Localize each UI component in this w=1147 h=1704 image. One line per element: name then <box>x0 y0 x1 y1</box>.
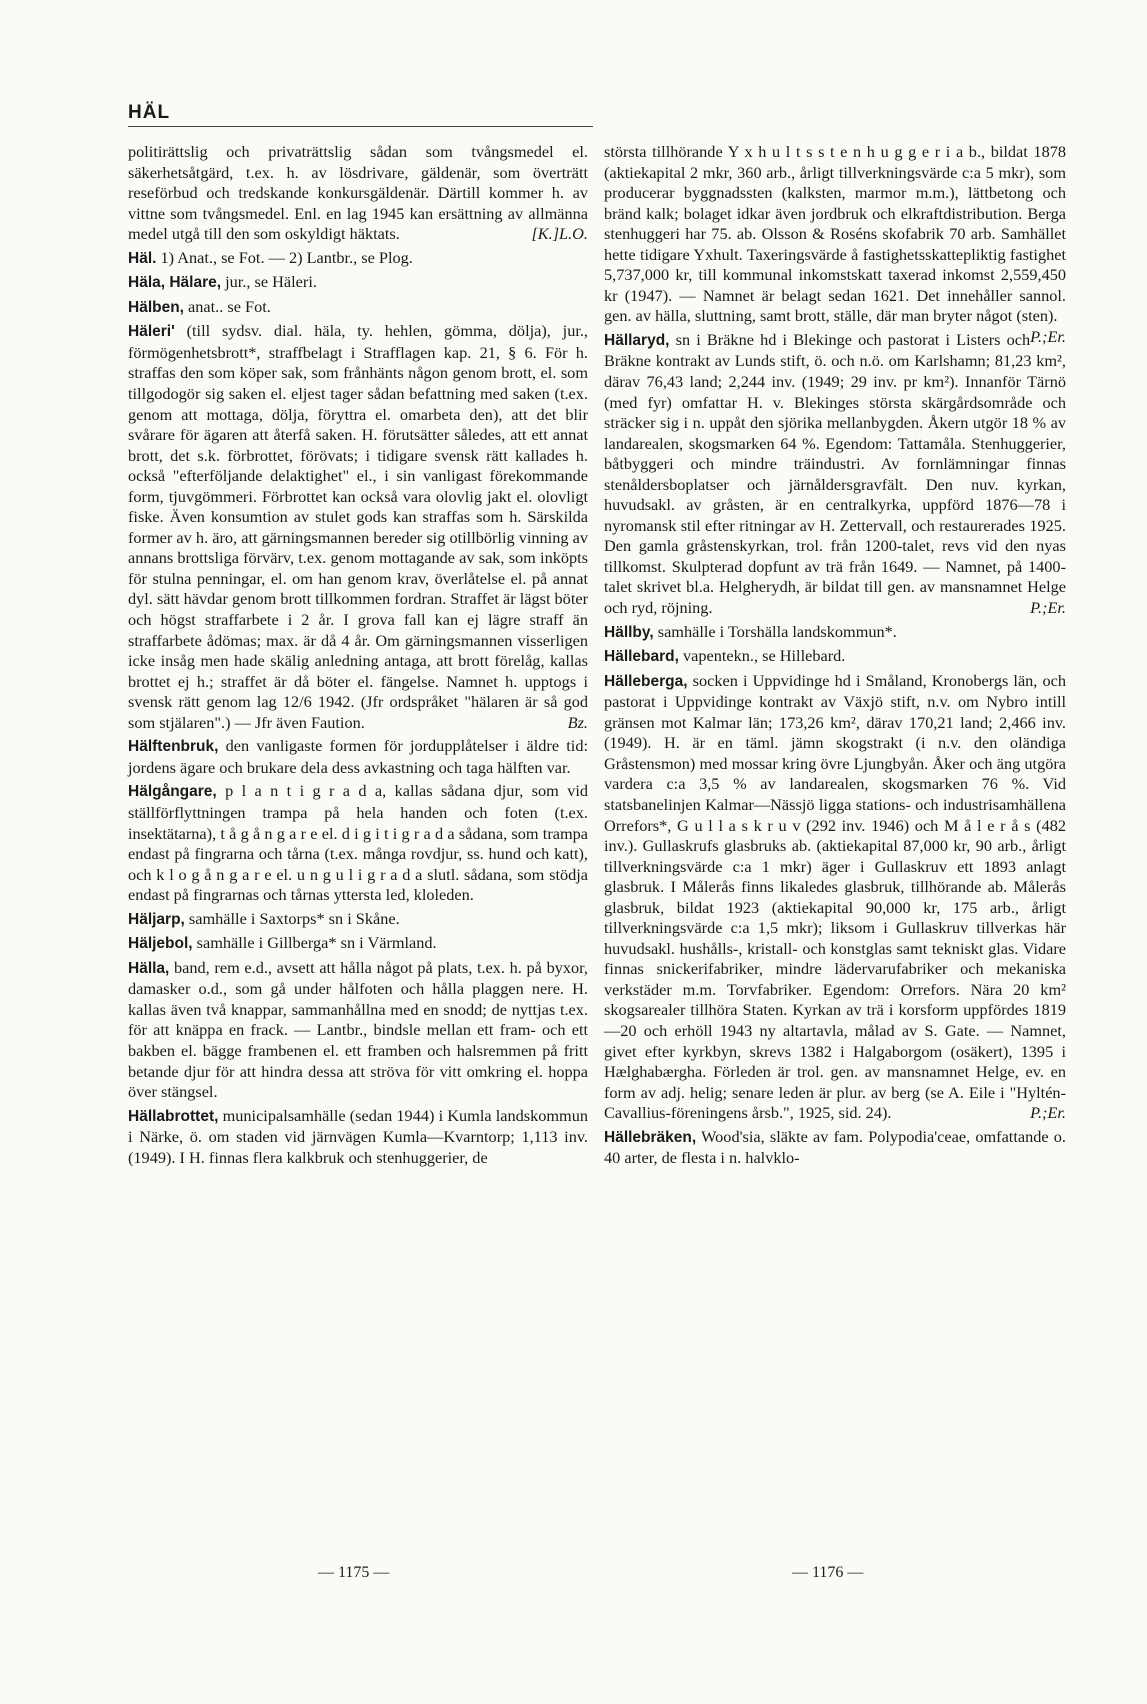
page-number-left: — 1175 — <box>318 1564 390 1581</box>
entry-text: samhälle i Gillberga* sn i Värmland. <box>192 933 437 953</box>
entry-headword: Hällby, <box>604 623 654 641</box>
entry-headword: Häla, Hälare, <box>128 274 222 292</box>
entry-text: sn i Bräkne hd i Blekinge och pastorat i Listers och Bräkne kontrakt av Lunds stift, ö. och n.ö. om Karlshamn; 81,23 km², därav 76,43 land; 2,244 inv. (1949; 29 inv. pr km²). Innanför Tärnö (med fyr) omfattar H. v. Blekinges största skärgårdsområde och sträcker sig i n. uppåt den sjörika mellanbygden. Åkern utgör 18 % av landarealen, skogsmarken 64 %. Egendom: Tattamåla. Stenhuggerier, båtbyggeri och mindre träindustri. Av fornlämningar finnas stenåldersboplatser och järnåldersgravfält. Den nuv. kyrkan, huvudsakl. av gråsten, är en centralkyrka, uppförd 1876—78 i nyromansk stil efter ritningar av H. Zettervall, och restaurerades 1925. Den gamla gråstenskyrkan, trol. från 1200-talet, revs vid den nyas tillkomst. Skulpterad dopfunt av trä från 1649. — Namnet, på 1400-talet skrivet bl.a. Helgherydh, är bildat till gen. av mansnamnet Helge och ryd, röjning. <box>604 329 1066 618</box>
author-signature: P.;Er. <box>1030 1103 1066 1123</box>
entry-headword: Häl. <box>128 249 157 267</box>
dictionary-entry <box>128 272 588 294</box>
right-column <box>604 142 1066 1172</box>
dictionary-entry <box>128 297 588 319</box>
entry-text: politirättslig och privaträttslig sådan som tvångsmedel el. säkerhetsåtgärd, t.ex. h. av lösdrivare, gäldenär, som överträtt reseförbud och tredskande konkursgäldenär. Därtill kommer h. av vittne som tvångsmedel. Enl. en lag 1945 kan ersättning av allmänna medel utgå till den som oskyldigt häktats. <box>128 142 588 244</box>
dictionary-entry <box>128 248 588 270</box>
author-signature: P.;Er. <box>1030 598 1066 618</box>
entry-text: band, rem e.d., avsett att hålla något på plats, t.ex. h. på byxor, damasker o.d., som gå under hålfoten och hålla plaggen nere. H. kallas även två knappar, sammanhållna med en snodd; de nyttjas t.ex. för att knäppa en frack. — Lantbr., bindsle mellan ett fram- och ett bakben el. bägge frambenen el. ett framben och halsremmen på fritt betande djur för att hindra dessa att ströva för vitt omkring el. hoppa över stängsel. <box>128 957 588 1102</box>
author-signature: Bz. <box>567 712 588 732</box>
dictionary-entry <box>128 909 588 931</box>
header-rule <box>128 126 593 127</box>
entry-headword: Hällaryd, <box>604 331 670 349</box>
entry-text: anat.. se Fot. <box>183 296 271 316</box>
dictionary-entry <box>128 958 588 1103</box>
entry-headword: Hällabrottet, <box>128 1107 219 1125</box>
entry-text: Wood'sia, släkte av fam. Polypodia'ceae, omfattande o. 40 arter, de flesta i n. halvklo- <box>604 1126 1066 1168</box>
left-column <box>128 142 588 1171</box>
dictionary-entry <box>604 1127 1066 1169</box>
dictionary-entry <box>604 671 1066 1124</box>
entry-text: p l a n t i g r a d a, kallas sådana djur, som vid ställförflyttningen trampa på hela handen och foten (t.ex. insektätarna), t å g å n g a r e el. d i g i t i g r a d a sådana, som trampa endast på fingrarna och tårna (t.ex. många rovdjur, ss. hund och katt), och k l o g å n g a r e el. u n g u l i g r a d a slutl. sådana, som stödja endast på fingrarnas och tårnas yttersta led, kloleden. <box>128 781 588 905</box>
entry-headword: Hälben, <box>128 298 184 316</box>
entry-headword: Häljebol, <box>128 935 193 953</box>
dictionary-entry <box>128 1106 588 1169</box>
entry-headword: Häljarp, <box>128 910 185 928</box>
author-signature: [K.]L.O. <box>531 224 588 244</box>
entry-text: municipalsamhälle (sedan 1944) i Kumla landskommun i Närke, ö. om staden vid järnvägen Kumla—Kvarntorp; 1,113 inv. (1949). I H. finnas flera kalkbruk och stenhuggerier, de <box>128 1105 588 1167</box>
entry-text: samhälle i Saxtorps* sn i Skåne. <box>184 908 400 928</box>
entry-headword: Hällebräken, <box>604 1128 697 1146</box>
entry-text: vapentekn., se Hillebard. <box>678 646 846 666</box>
entry-text: största tillhörande Y x h u l t s s t e n h u g g e r i a b., bildat 1878 (aktiekapital 2 mkr, 360 arb., årligt tillverkningsvärde c:a 5 mkr), som producerar byggnadssten (kalksten, marmor m.m.), lättbetong och bränd kalk; bolaget idkar även jordbruk och elkraftdistribution. Berga stenhuggeri har 75. ab. Olsson & Roséns skofabrik 70 arb. Samhället hette tidigare Yxhult. Taxeringsvärde å fastighetsskattepliktig fastighet 5,737,000 kr, till kommunal inkomstskatt taxerad inkomst 2,559,450 kr (1947). — Namnet är belagt sedan 1621. Det innehåller sannol. gen. av hälla, sluttning, samt brott, ställe, där man bryter något (sten). <box>604 142 1066 326</box>
dictionary-entry <box>604 622 1066 644</box>
entry-headword: Hälleberga, <box>604 672 688 690</box>
entry-headword: Hälla, <box>128 959 170 977</box>
dictionary-entry <box>128 142 588 245</box>
running-head: HÄL <box>128 102 171 123</box>
entry-text: samhälle i Torshälla landskommun*. <box>653 621 897 641</box>
dictionary-entry <box>128 321 588 733</box>
entry-headword: Hälftenbruk, <box>128 738 219 756</box>
dictionary-entry <box>128 736 588 778</box>
dictionary-entry <box>128 781 588 905</box>
dictionary-entry <box>604 646 1066 668</box>
entry-headword: Häleri' <box>128 323 175 341</box>
entry-text: 1) Anat., se Fot. — 2) Lantbr., se Plog. <box>156 247 413 267</box>
entry-text: socken i Uppvidinge hd i Småland, Kronobergs län, och pastorat i Uppvidinge kontrakt av Växjö stift, n.v. om Nybro intill gränsen mot Kalmar län; 173,26 km², därav 170,21 land; 2,466 inv. (1949). H. är en täml. jämn skogstrakt (i n.v. den oländiga Gråstensmon) med mossar kring övre Ljungbyån. Åker och äng utgöra vardera c:a 3,5 % av landarealen, skogsmarken 76 %. Vid statsbanelinjen Kalmar—Nässjö ligga stations- och industrisamhällena Orrefors*, G u l l a s k r u v (292 inv. 1946) och M å l e r å s (482 inv.). Gullaskrufs glasbruks ab. (aktiekapital 87,000 kr, 90 arb., årligt tillverkningsvärde c:a 1 mkr) äger i Gullaskruv ett 1893 anlagt glasbruk. I Målerås finns likaledes glasbruk, tillhörande ab. Målerås glasbruk, bildat 1923 (aktiekapital 90,000 kr, 175 arb., årligt tillverkningsvärde c:a 1,5 mkr); liksom i Gullaskruv tillverkas här huvudsakl. hushålls-, kristall- och konstglas samt tekniskt glas. Vidare finnas snickerifabriker, mindre lädervarufabriker och mekaniska verkstäder m.m. Torvfabriker. Egendom: Orrefors. Nära 20 km² skogsarealer tillhöra Staten. Kyrkan av trä i korsform uppfördes 1819—20 och erhöll 1943 ny altartavla, målad av S. Gate. — Namnet, givet efter kyrkbyn, skrevs 1382 i Halgaborgom (osäkert), 1395 i Hælghabærgha. Förleden är trol. gen. av mansnamnet Helge, ev. en form av adj. helig; senare leden är plur. av berg (se A. Eile i "Hyltén-Cavallius-föreningens årsb.", 1925, sid. 24). <box>604 670 1066 1123</box>
entry-headword: Hällebard, <box>604 648 679 666</box>
author-signature: P.;Er. <box>1030 326 1066 346</box>
page-number-right: — 1176 — <box>792 1564 864 1581</box>
entry-text: (till sydsv. dial. häla, ty. hehlen, gömma, dölja), jur., förmögenhetsbrott*, straffbelagt i Strafflagen kap. 21, § 6. För h. straffas den som köper sak, som frånhänts någon genom brott, el. som tillgodogör sig saken el. eljest tager sådan befattning med saken (t.ex. genom att mottaga, dölja, föryttra el. omarbeta den), att det blir svårare för ägaren att återfå saken. H. förutsätter således, att ett annat brott, det s.k. förbrottet, förövats; i tidigare svensk rätt kallades h. också "efterföljande delaktighet" el., i sin vanligast förekommande form, tjuvgömmeri. Förbrottet kan också vara olovlig jakt el. olovligt fiske. Även konsumtion av stulet gods kan straffas som h. Särskilda former av h. äro, att gärningsmannen bereder sig otillbörlig vinning av annans brottsliga förvärv, t.ex. genom mottagande av sak, som inköpts för stulna penningar, el. om han genom krav, överlåtelse el. på annat dyl. sätt hävdar genom brott tillkommen fordran. Straffet är lägst böter och högst straffarbete i 2 år. I grova fall kan ej lägre straff än straffarbete ådömas; max. är då 4 år. Om gärningsmannen visserligen icke insåg men hade skälig anledning antaga, att brott förelåg, kallas brottet ej h.; straffet är då böter el. fängelse. Namnet h. upptogs i svensk rätt genom lag 12/6 1942. (Jfr ordspråket "hälaren är så god som stjälaren".) — Jfr även Faution. <box>128 321 588 732</box>
entry-headword: Hälgångare, <box>128 783 217 801</box>
entry-text: jur., se Häleri. <box>221 272 317 292</box>
dictionary-entry <box>128 933 588 955</box>
dictionary-entry <box>604 330 1066 619</box>
entry-text: den vanligaste formen för jordupplåtelser i äldre tid: jordens ägare och brukare dela dess avkastning och taga hälften var. <box>128 736 588 777</box>
